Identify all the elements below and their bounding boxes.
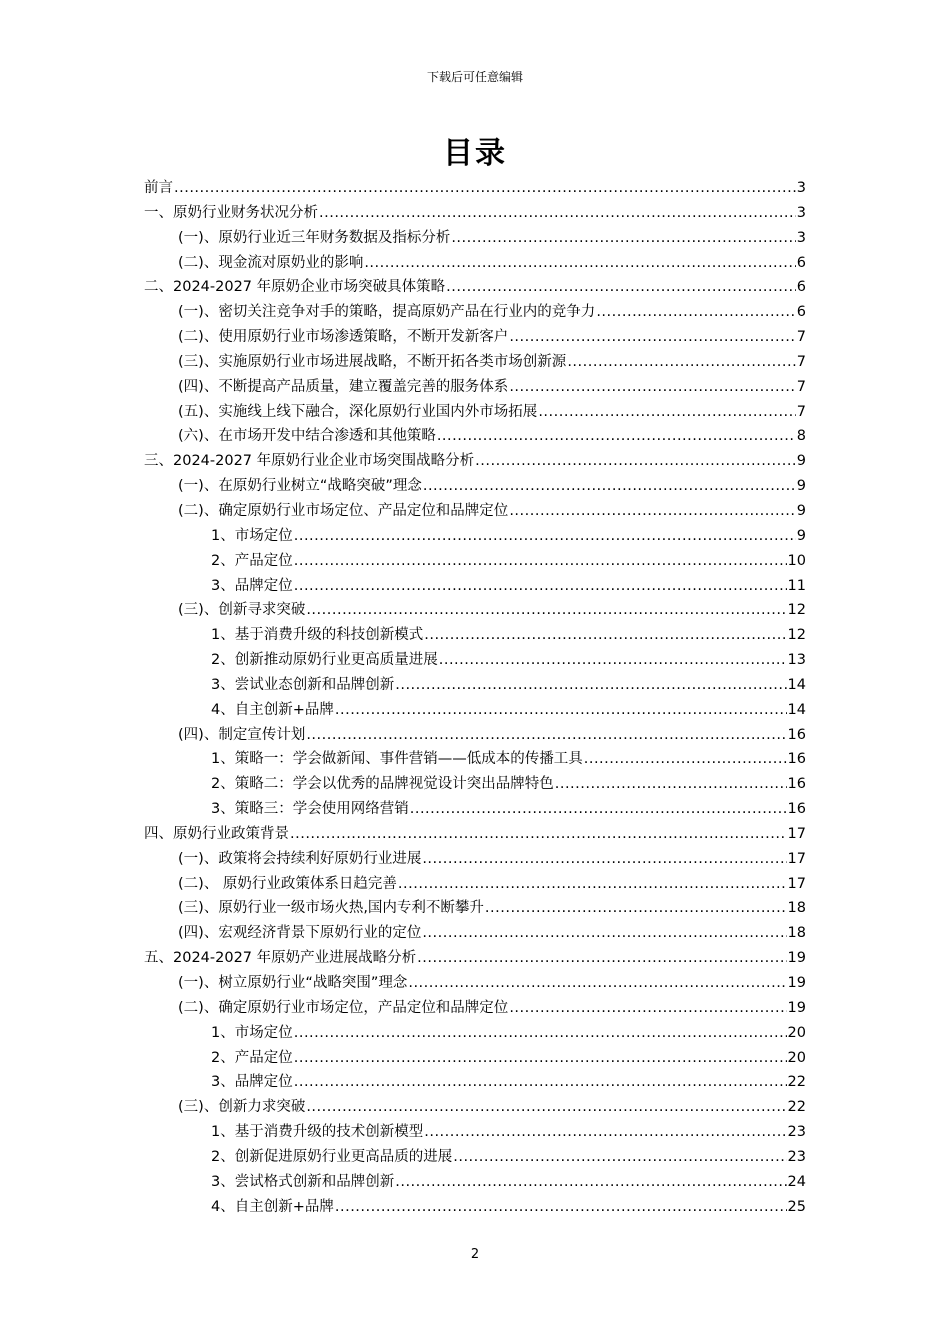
toc-entry[interactable] bbox=[144, 847, 806, 872]
toc-entry-title: 4、自主创新+品牌 bbox=[211, 701, 334, 718]
toc-entry-title: 1、基于消费升级的技术创新模型 bbox=[211, 1124, 424, 1141]
toc-leader-dots bbox=[475, 449, 796, 474]
toc-entry-title: 3、策略三：学会使用网络营销 bbox=[211, 801, 409, 818]
toc-leader-dots bbox=[290, 822, 787, 847]
toc-entry-title: (二)、使用原奶行业市场渗透策略，不断开发新客户 bbox=[178, 329, 509, 346]
toc-entry-title: (一)、原奶行业近三年财务数据及指标分析 bbox=[178, 229, 451, 246]
toc-entry[interactable] bbox=[144, 946, 806, 971]
toc-entry[interactable] bbox=[144, 524, 806, 549]
toc-entry-page: 16 bbox=[787, 776, 806, 793]
toc-entry-title: 二、2024-2027 年原奶企业市场突破具体策略 bbox=[144, 279, 446, 296]
toc-entry[interactable] bbox=[144, 747, 806, 772]
toc-entry-page: 6 bbox=[796, 254, 806, 271]
toc-entry-title: 4、自主创新+品牌 bbox=[211, 1198, 334, 1215]
toc-entry-title: (四)、不断提高产品质量，建立覆盖完善的服务体系 bbox=[178, 378, 509, 395]
toc-leader-dots bbox=[451, 226, 795, 251]
toc-entry[interactable] bbox=[144, 797, 806, 822]
toc-entry-title: (二)、 原奶行业政策体系日趋完善 bbox=[178, 875, 397, 892]
toc-entry[interactable] bbox=[144, 896, 806, 921]
toc-leader-dots bbox=[306, 1095, 786, 1120]
toc-entry[interactable] bbox=[144, 1046, 806, 1071]
toc-leader-dots bbox=[335, 698, 787, 723]
toc-entry-page: 22 bbox=[787, 1074, 806, 1091]
toc-entry-page: 9 bbox=[796, 453, 806, 470]
toc-entry[interactable] bbox=[144, 226, 806, 251]
toc-entry-page: 9 bbox=[796, 478, 806, 495]
toc-entry-title: (一)、在原奶行业树立“战略突破”理念 bbox=[178, 478, 422, 495]
toc-leader-dots bbox=[424, 623, 786, 648]
toc-entry-page: 3 bbox=[796, 204, 806, 221]
toc-leader-dots bbox=[410, 797, 787, 822]
toc-leader-dots bbox=[398, 872, 787, 897]
toc-entry[interactable] bbox=[144, 623, 806, 648]
toc-entry-title: (三)、实施原奶行业市场进展战略，不断开拓各类市场创新源 bbox=[178, 353, 567, 370]
toc-entry-page: 19 bbox=[787, 999, 806, 1016]
toc-entry-page: 6 bbox=[796, 279, 806, 296]
toc-entry[interactable] bbox=[144, 176, 806, 201]
toc-entry-title: 2、产品定位 bbox=[211, 552, 293, 569]
toc-entry-page: 8 bbox=[796, 428, 806, 445]
toc-leader-dots bbox=[437, 424, 796, 449]
toc-entry-title: 1、策略一：学会做新闻、事件营销——低成本的传播工具 bbox=[211, 751, 583, 768]
toc-entry[interactable] bbox=[144, 1195, 806, 1220]
toc-entry[interactable] bbox=[144, 574, 806, 599]
toc-entry-page: 6 bbox=[796, 304, 806, 321]
toc-entry[interactable] bbox=[144, 971, 806, 996]
toc-entry-title: 2、产品定位 bbox=[211, 1049, 293, 1066]
toc-entry[interactable] bbox=[144, 449, 806, 474]
toc-leader-dots bbox=[584, 747, 787, 772]
toc-leader-dots bbox=[538, 400, 795, 425]
toc-entry-page: 16 bbox=[787, 751, 806, 768]
toc-leader-dots bbox=[509, 996, 786, 1021]
toc-title: 目录 bbox=[443, 136, 507, 171]
toc-entry-title: (三)、原奶行业一级市场火热,国内专利不断攀升 bbox=[178, 900, 484, 917]
toc-leader-dots bbox=[364, 251, 795, 276]
toc-entry-page: 20 bbox=[787, 1049, 806, 1066]
toc-entry[interactable] bbox=[144, 822, 806, 847]
toc-leader-dots bbox=[423, 474, 796, 499]
toc-entry[interactable] bbox=[144, 474, 806, 499]
toc-entry[interactable] bbox=[144, 996, 806, 1021]
toc-leader-dots bbox=[596, 300, 795, 325]
toc-entry-title: 1、市场定位 bbox=[211, 527, 293, 544]
toc-entry[interactable] bbox=[144, 325, 806, 350]
toc-entry[interactable] bbox=[144, 598, 806, 623]
toc-entry-title: 3、尝试业态创新和品牌创新 bbox=[211, 676, 395, 693]
page-number: 2 bbox=[470, 1247, 480, 1262]
toc-entry-title: 1、市场定位 bbox=[211, 1024, 293, 1041]
toc-entry[interactable] bbox=[144, 1095, 806, 1120]
toc-entry[interactable] bbox=[144, 1145, 806, 1170]
toc-entry-page: 18 bbox=[787, 925, 806, 942]
toc-leader-dots bbox=[509, 499, 795, 524]
toc-entry-title: (三)、创新力求突破 bbox=[178, 1099, 306, 1116]
toc-leader-dots bbox=[509, 325, 795, 350]
toc-leader-dots bbox=[294, 524, 796, 549]
toc-entry-page: 12 bbox=[787, 627, 806, 644]
toc-leader-dots bbox=[294, 1070, 787, 1095]
toc-entry-title: 2、策略二：学会以优秀的品牌视觉设计突出品牌特色 bbox=[211, 776, 554, 793]
toc-entry-title: (六)、在市场开发中结合渗透和其他策略 bbox=[178, 428, 436, 445]
toc-entry[interactable] bbox=[144, 424, 806, 449]
toc-entry-page: 23 bbox=[787, 1148, 806, 1165]
toc-leader-dots bbox=[408, 971, 786, 996]
toc-entry[interactable] bbox=[144, 1070, 806, 1095]
toc-entry[interactable] bbox=[144, 772, 806, 797]
toc-leader-dots bbox=[417, 946, 786, 971]
toc-entry[interactable] bbox=[144, 921, 806, 946]
toc-entry-page: 20 bbox=[787, 1024, 806, 1041]
toc-leader-dots bbox=[555, 772, 787, 797]
toc-leader-dots bbox=[395, 673, 786, 698]
toc-entry-title: (四)、制定宣传计划 bbox=[178, 726, 306, 743]
toc-entry[interactable] bbox=[144, 350, 806, 375]
toc-entry[interactable] bbox=[144, 872, 806, 897]
toc-entry-page: 17 bbox=[787, 875, 806, 892]
toc-entry-title: 2、创新推动原奶行业更高质量进展 bbox=[211, 652, 438, 669]
toc-entry[interactable] bbox=[144, 648, 806, 673]
toc-leader-dots bbox=[174, 176, 796, 201]
toc-entry-title: 三、2024-2027 年原奶行业企业市场突围战略分析 bbox=[144, 453, 475, 470]
toc-leader-dots bbox=[294, 1046, 787, 1071]
toc-entry-page: 3 bbox=[796, 180, 806, 196]
toc-entry-title: 前言 bbox=[144, 180, 173, 196]
toc-entry-page: 24 bbox=[787, 1173, 806, 1190]
toc-entry-page: 14 bbox=[787, 701, 806, 718]
toc-entry-page: 10 bbox=[787, 552, 806, 569]
toc-leader-dots bbox=[453, 1145, 786, 1170]
toc-entry-page: 17 bbox=[787, 850, 806, 867]
toc-entry-title: (一)、树立原奶行业“战略突围”理念 bbox=[178, 975, 408, 991]
toc-entry-title: 3、尝试格式创新和品牌创新 bbox=[211, 1173, 395, 1190]
toc-entry-title: 1、基于消费升级的科技创新模式 bbox=[211, 627, 424, 644]
toc-entry-title: 四、原奶行业政策背景 bbox=[144, 825, 289, 842]
toc-entry-title: 2、创新促进原奶行业更高品质的进展 bbox=[211, 1148, 453, 1165]
toc-entry-page: 7 bbox=[796, 329, 806, 346]
toc-leader-dots bbox=[446, 275, 796, 300]
toc-entry-page: 22 bbox=[787, 1099, 806, 1116]
toc-entry-title: (二)、确定原奶行业市场定位，产品定位和品牌定位 bbox=[178, 999, 509, 1016]
table-of-contents bbox=[144, 176, 806, 1219]
toc-leader-dots bbox=[439, 648, 787, 673]
toc-leader-dots bbox=[294, 574, 787, 599]
toc-leader-dots bbox=[424, 1120, 786, 1145]
toc-entry-title: (四)、宏观经济背景下原奶行业的定位 bbox=[178, 925, 422, 942]
toc-entry-page: 16 bbox=[787, 801, 806, 818]
toc-entry-page: 16 bbox=[787, 726, 806, 743]
toc-entry[interactable] bbox=[144, 201, 806, 226]
toc-entry-page: 19 bbox=[787, 950, 806, 967]
toc-entry[interactable] bbox=[144, 549, 806, 574]
header-note: 下载后可任意编辑 bbox=[426, 70, 523, 84]
toc-entry-page: 9 bbox=[796, 527, 806, 544]
toc-entry-page: 23 bbox=[787, 1124, 806, 1141]
toc-entry[interactable] bbox=[144, 673, 806, 698]
toc-leader-dots bbox=[294, 549, 787, 574]
toc-entry-page: 12 bbox=[787, 602, 806, 619]
toc-entry[interactable] bbox=[144, 1021, 806, 1046]
toc-leader-dots bbox=[306, 598, 786, 623]
toc-entry[interactable] bbox=[144, 499, 806, 524]
toc-entry[interactable] bbox=[144, 275, 806, 300]
toc-leader-dots bbox=[335, 1195, 787, 1220]
toc-entry-page: 18 bbox=[787, 900, 806, 917]
toc-leader-dots bbox=[509, 375, 795, 400]
toc-leader-dots bbox=[395, 1170, 786, 1195]
toc-leader-dots bbox=[567, 350, 795, 375]
toc-leader-dots bbox=[422, 921, 786, 946]
toc-entry-page: 11 bbox=[787, 577, 806, 594]
toc-entry-page: 7 bbox=[796, 403, 806, 420]
toc-entry[interactable] bbox=[144, 1120, 806, 1145]
toc-entry-title: (二)、现金流对原奶业的影响 bbox=[178, 254, 364, 271]
toc-entry-title: (二)、确定原奶行业市场定位、产品定位和品牌定位 bbox=[178, 502, 509, 519]
toc-entry-page: 25 bbox=[787, 1198, 806, 1215]
toc-entry[interactable] bbox=[144, 300, 806, 325]
toc-entry[interactable] bbox=[144, 1170, 806, 1195]
toc-entry-page: 9 bbox=[796, 502, 806, 519]
toc-leader-dots bbox=[319, 201, 796, 226]
toc-entry-title: 五、2024-2027 年原奶产业进展战略分析 bbox=[144, 950, 417, 967]
toc-entry-page: 14 bbox=[787, 676, 806, 693]
toc-entry-title: (三)、创新寻求突破 bbox=[178, 602, 306, 619]
toc-entry[interactable] bbox=[144, 400, 806, 425]
toc-entry-page: 7 bbox=[796, 378, 806, 395]
toc-entry-title: (五)、实施线上线下融合，深化原奶行业国内外市场拓展 bbox=[178, 403, 538, 420]
toc-entry-title: (一)、政策将会持续利好原奶行业进展 bbox=[178, 850, 422, 867]
toc-entry[interactable] bbox=[144, 698, 806, 723]
toc-entry-title: 3、品牌定位 bbox=[211, 1074, 293, 1091]
toc-entry-page: 13 bbox=[787, 652, 806, 669]
toc-entry-title: 3、品牌定位 bbox=[211, 577, 293, 594]
toc-leader-dots bbox=[422, 847, 786, 872]
toc-entry-title: (一)、密切关注竞争对手的策略，提高原奶产品在行业内的竞争力 bbox=[178, 304, 596, 321]
toc-leader-dots bbox=[294, 1021, 787, 1046]
toc-entry-title: 一、原奶行业财务状况分析 bbox=[144, 204, 318, 221]
toc-leader-dots bbox=[306, 723, 786, 748]
toc-entry[interactable] bbox=[144, 723, 806, 748]
toc-entry[interactable] bbox=[144, 375, 806, 400]
toc-leader-dots bbox=[485, 896, 787, 921]
toc-entry-page: 3 bbox=[796, 229, 806, 246]
toc-entry-page: 17 bbox=[787, 825, 806, 842]
toc-entry[interactable] bbox=[144, 251, 806, 276]
toc-entry-page: 19 bbox=[787, 975, 806, 991]
toc-entry-page: 7 bbox=[796, 353, 806, 370]
